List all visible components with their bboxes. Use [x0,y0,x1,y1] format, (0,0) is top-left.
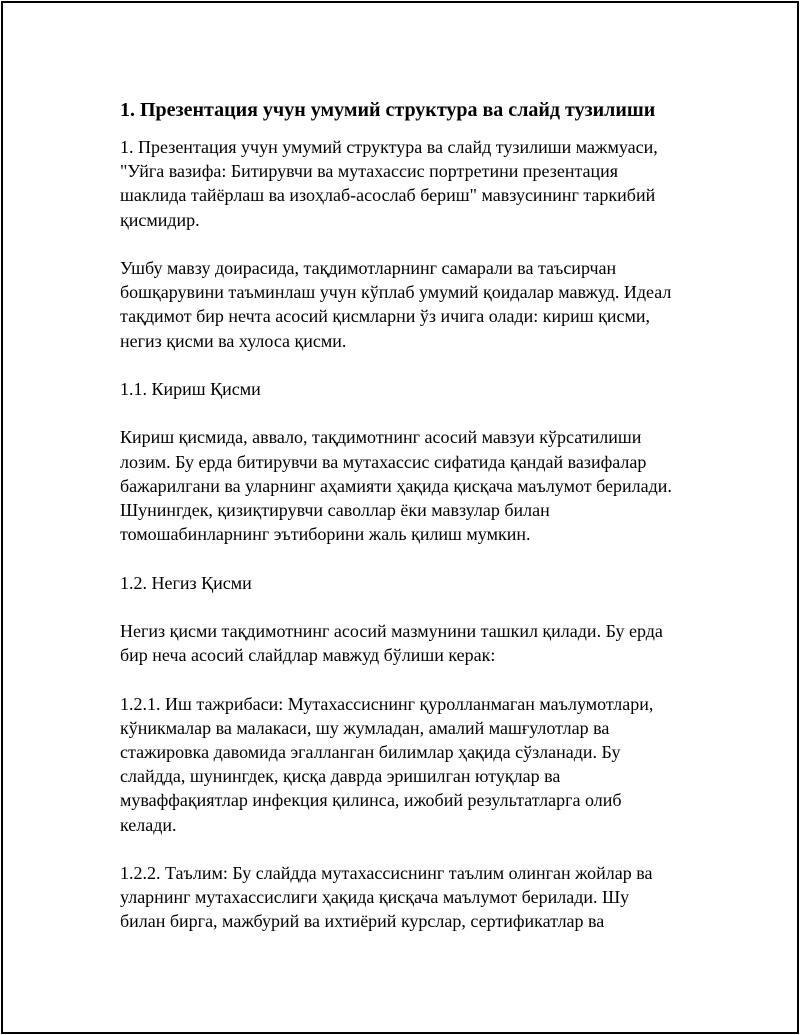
text-line: қисмидир. [120,209,200,230]
text-line: кўникмалар ва малакаси, шу жумладан, амалий машғулотлар ва [120,717,610,738]
text-line: шаклида тайёрлаш ва изоҳлаб-асослаб бериш" мавзусининг таркибий [120,185,656,206]
document-body [120,96,700,958]
text-line: Негиз қисми тақдимотнинг асосий мазмунини ташкил қилади. Бу ерда [120,620,663,641]
text-line: Ушбу мавзу доирасида, тақдимотларнинг самарали ва таъсирчан [120,258,617,278]
document-page [1,1,799,1034]
text-line: негиз қисми ва хулоса қисми. [120,330,347,351]
paragraph-overview [120,256,700,353]
subheading-introduction-part [120,377,700,401]
subheading-main-part [120,571,700,595]
text-line: 1.2.2. Таълим: Бу слайдда мутахассиснинг таълим олинган жойлар ва [120,862,653,883]
text-line: бажарилгани ва уларнинг аҳамияти ҳақида қисқача маълумот берилади. [120,475,672,496]
text-line: Кириш қисмида, аввало, тақдимотнинг асосий мавзуи кўрсатилиши [120,427,642,448]
text-line: лозим. Бу ерда битирувчи ва мутахассис сифатида қандай вазифалар [120,451,647,472]
paragraph-education [120,861,700,934]
paragraph-main-part [120,619,700,667]
paragraph-work-experience [120,692,700,837]
text-line: томошабинларнинг эътиборини жаль қилиш мумкин. [120,524,531,545]
text-line: бошқарувини таъминлаш учун кўплаб умумий қоидалар мавжуд. Идеал [120,282,672,303]
text-line: стажировка давомида эгалланган билимлар ҳақида сўзланади. Бу [120,741,621,762]
paragraph-introduction-part [120,425,700,546]
text-line: 1.2.1. Иш тажрибаси: Мутахассиснинг қуролланмаган маълумотлари, [120,693,654,714]
text-line: тақдимот бир нечта асосий қисмларни ўз ичига олади: кириш қисми, [120,306,650,327]
text-line: 1. Презентация учун умумий структура ва слайд тузилиши мажмуаси, [120,137,658,157]
text-line: уларнинг мутахассислиги ҳақида қисқача маълумот берилади. Шу [120,887,630,908]
text-line: "Уйга вазифа: Битирувчи ва мутахассис портретини презентация [120,161,619,182]
text-line: Шунингдек, қизиқтирувчи саволлар ёки мавзулар билан [120,500,550,520]
text-line: 1.2. Негиз Қисми [120,572,252,593]
text-line: 1.1. Кириш Қисми [120,379,261,399]
text-line: слайдда, шунингдек, қисқа даврда эришилган ютуқлар ва [120,766,561,787]
section-heading: 1. Презентация учун умумий структура ва слайд тузилиши [120,99,656,121]
text-line: бир неча асосий слайдлар мавжуд бўлиши керак: [120,645,496,666]
text-line: муваффақиятлар инфекция қилинса, ижобий результатларга олиб [120,790,622,811]
text-line: келади. [120,814,177,835]
text-line: билан бирга, мажбурий ва ихтиёрий курслар, сертификатлар ва [120,911,605,932]
paragraph-intro [120,135,700,232]
